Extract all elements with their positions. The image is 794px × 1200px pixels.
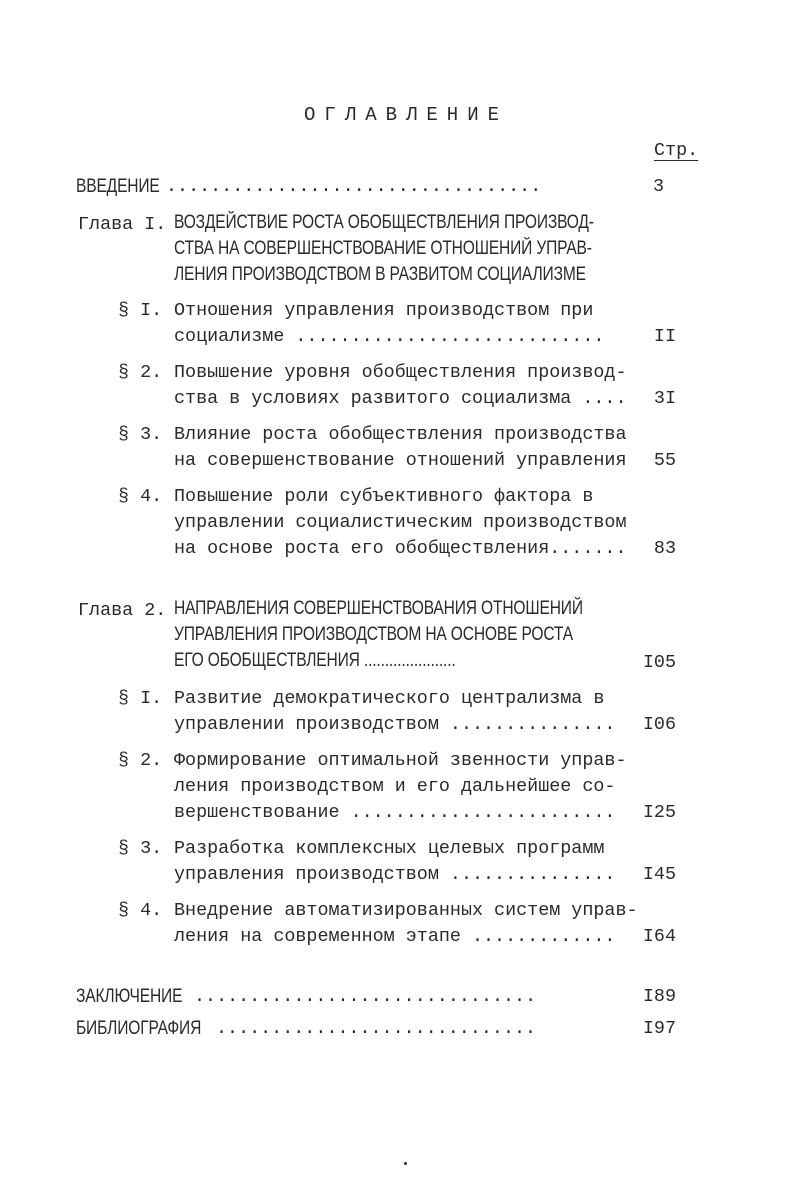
section-number: § 2. [118, 362, 163, 383]
section-number: § 4. [118, 900, 163, 921]
section-title-line: на основе роста его обобществления....... [174, 538, 627, 559]
section-title-line: Отношения управления производством при [174, 300, 594, 321]
scan-speck [404, 1162, 407, 1165]
section-title-line: ления на современном этапе ............. [174, 926, 616, 947]
section-number: § I. [118, 688, 163, 709]
section-page: 83 [653, 538, 676, 559]
chapter-2-title-line: ЕГО ОБОБЩЕСТВЛЕНИЯ ...................... [174, 650, 456, 671]
section-page: 55 [653, 450, 676, 471]
bibliography-label: БИБЛИОГРАФИЯ [76, 1018, 202, 1039]
section-number: § 2. [118, 750, 163, 771]
section-title-line: Развитие демократического централизма в [174, 688, 605, 709]
page-column-header: Стр. [654, 140, 699, 161]
conclusion-dots: ............................... [194, 986, 537, 1007]
section-page: I45 [642, 864, 676, 885]
section-number: § 4. [118, 486, 163, 507]
section-title-line: ства в условиях развитого социализма .... [174, 388, 627, 409]
chapter-1-prefix: Глава I. [78, 214, 167, 235]
section-title-line: Повышение уровня обобществления производ- [174, 362, 627, 383]
conclusion-label: ЗАКЛЮЧЕНИЕ [76, 986, 183, 1007]
section-title-line: Разработка комплексных целевых программ [174, 838, 605, 859]
section-number: § I. [118, 300, 163, 321]
section-title-line: Внедрение автоматизированных систем управ- [174, 900, 638, 921]
section-title-line: вершенствование ........................ [174, 802, 616, 823]
intro-label: ВВЕДЕНИЕ [76, 176, 160, 197]
section-page: I06 [642, 714, 676, 735]
section-title-line: Влияние роста обобществления производства [174, 424, 627, 445]
bibliography-page: I97 [642, 1018, 676, 1039]
chapter-2-page: I05 [642, 652, 676, 673]
section-title-line: Повышение роли субъективного фактора в [174, 486, 594, 507]
section-title-line: ления производством и его дальнейшее со- [174, 776, 616, 797]
chapter-1-title-line: СТВА НА СОВЕРШЕНСТВОВАНИЕ ОТНОШЕНИЙ УПРАВ- [174, 238, 592, 259]
section-title-line: управлении социалистическим производством [174, 512, 627, 533]
chapter-2-title-line: НАПРАВЛЕНИЯ СОВЕРШЕНСТВОВАНИЯ ОТНОШЕНИЙ [174, 598, 583, 619]
chapter-2-title-line: УПРАВЛЕНИЯ ПРОИЗВОДСТВОМ НА ОСНОВЕ РОСТА [174, 624, 573, 645]
section-number: § 3. [118, 424, 163, 445]
section-title-line: социализме ............................ [174, 326, 605, 347]
section-number: § 3. [118, 838, 163, 859]
intro-page: 3 [652, 176, 664, 197]
section-title-line: управления производством ............... [174, 864, 616, 885]
section-page: 3I [653, 388, 676, 409]
section-title-line: на совершенствование отношений управления [174, 450, 627, 471]
chapter-2-prefix: Глава 2. [78, 600, 167, 621]
section-page: I64 [642, 926, 676, 947]
section-title-line: управлении производством ............... [174, 714, 616, 735]
section-page: I25 [642, 802, 676, 823]
section-page: II [653, 326, 676, 347]
intro-dots: .................................. [166, 176, 542, 197]
bibliography-dots: ............................. [216, 1018, 537, 1039]
chapter-1-title-line: ВОЗДЕЙСТВИЕ РОСТА ОБОБЩЕСТВЛЕНИЯ ПРОИЗВОД- [174, 212, 594, 233]
chapter-1-title-line: ЛЕНИЯ ПРОИЗВОДСТВОМ В РАЗВИТОМ СОЦИАЛИЗМЕ [174, 264, 586, 285]
page-title: ОГЛАВЛЕНИЕ [303, 104, 509, 126]
section-title-line: Формирование оптимальной звенности управ- [174, 750, 627, 771]
conclusion-page: I89 [642, 986, 676, 1007]
